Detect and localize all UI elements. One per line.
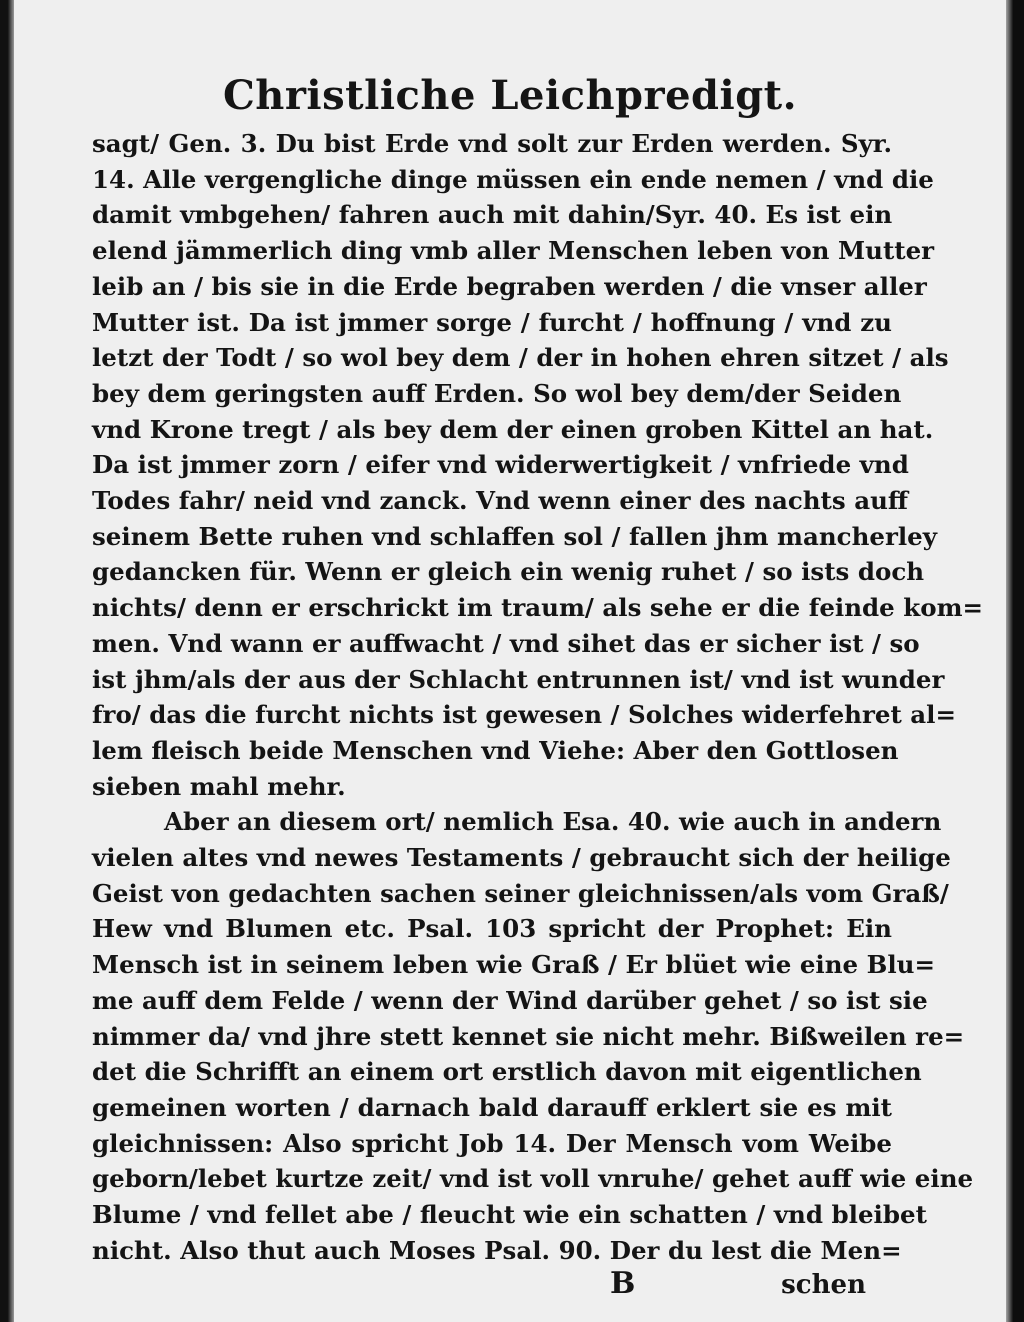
text-line: ist jhm/als der aus der Schlacht entrunnen ist/ vnd ist wunder xyxy=(92,664,945,694)
text-line: sagt/ Gen. 3. Du bist Erde vnd solt zur Erden werden. Syr. xyxy=(92,129,892,158)
text-line: bey dem geringsten auff Erden. So wol bey dem/der Seiden xyxy=(92,378,902,408)
text-line: nicht. Also thut auch Moses Psal. 90. Der du lest die Men= xyxy=(92,1235,902,1265)
text-line: men. Vnd wann er auffwacht / vnd sihet das er sicher ist / so xyxy=(92,628,920,658)
text-line: elend jämmerlich ding vmb aller Menschen leben von Mutter xyxy=(92,236,935,266)
text-line: 14. Alle vergengliche dinge müssen ein ende nemen / vnd die xyxy=(92,164,934,194)
text-line: det die Schrifft an einem ort erstlich davon mit eigentlichen xyxy=(92,1057,922,1087)
scan-edge-left xyxy=(0,0,14,1322)
text-line: seinem Bette ruhen vnd schlaffen sol / fallen jhm mancherley xyxy=(92,521,938,551)
catchword: schen xyxy=(781,1270,866,1300)
text-line: me auff dem Felde / wenn der Wind darüber gehet / so ist sie xyxy=(92,985,928,1015)
text-line: fro/ das die furcht nichts ist gewesen / Solches widerfehret al= xyxy=(92,700,957,730)
text-line: sieben mahl mehr. xyxy=(92,771,346,801)
text-line: nichts/ denn er erschrickt im traum/ als sehe er die feinde kom= xyxy=(92,593,984,623)
text-line: gedancken für. Wenn er gleich ein wenig ruhet / so ists doch xyxy=(92,557,925,587)
text-line: geborn/lebet kurtze zeit/ vnd ist voll vnruhe/ gehet auff wie eine xyxy=(92,1164,974,1194)
text-line: damit vmbgehen/ fahren auch mit dahin/Syr. 40. Es ist ein xyxy=(92,200,893,230)
book-page xyxy=(14,0,1006,1322)
text-line: Aber an diesem ort/ nemlich Esa. 40. wie auch in andern xyxy=(164,807,942,837)
text-line: vielen altes vnd newes Testaments / gebraucht sich der heilige xyxy=(92,843,951,873)
text-line: Todes fahr/ neid vnd zanck. Vnd wenn einer des nachts auff xyxy=(92,486,908,516)
text-line: gemeinen worten / darnach bald darauff erklert sie es mit xyxy=(92,1092,892,1122)
text-line: nimmer da/ vnd jhre stett kennet sie nicht mehr. Bißweilen re= xyxy=(92,1021,965,1051)
text-line: leib an / bis sie in die Erde begraben werden / die vnser aller xyxy=(92,271,927,301)
text-line: lem fleisch beide Menschen vnd Viehe: Aber den Gottlosen xyxy=(92,735,899,765)
text-line: Blume / vnd fellet abe / fleucht wie ein schatten / vnd bleibet xyxy=(92,1200,927,1230)
text-line: Mutter ist. Da ist jmmer sorge / furcht / hoffnung / vnd zu xyxy=(92,307,892,337)
text-line: Mensch ist in seinem leben wie Graß / Er blüet wie eine Blu= xyxy=(92,950,936,980)
text-line: vnd Krone tregt / als bey dem der einen groben Kittel an hat. xyxy=(92,414,934,444)
running-head: Christliche Leichpredigt. xyxy=(222,72,798,119)
scan-edge-right xyxy=(1006,0,1024,1322)
text-line: Hew vnd Blumen etc. Psal. 103 spricht der Prophet: Ein xyxy=(92,914,892,944)
text-line: Geist von gedachten sachen seiner gleichnissen/als vom Graß/ xyxy=(92,878,949,908)
text-line: Da ist jmmer zorn / eifer vnd widerwertigkeit / vnfriede vnd xyxy=(92,450,909,480)
signature-mark: B xyxy=(610,1266,636,1301)
text-line: letzt der Todt / so wol bey dem / der in hohen ehren sitzet / als xyxy=(92,343,949,373)
body-text xyxy=(92,126,984,1269)
text-line: gleichnissen: Also spricht Job 14. Der Mensch vom Weibe xyxy=(92,1128,892,1158)
